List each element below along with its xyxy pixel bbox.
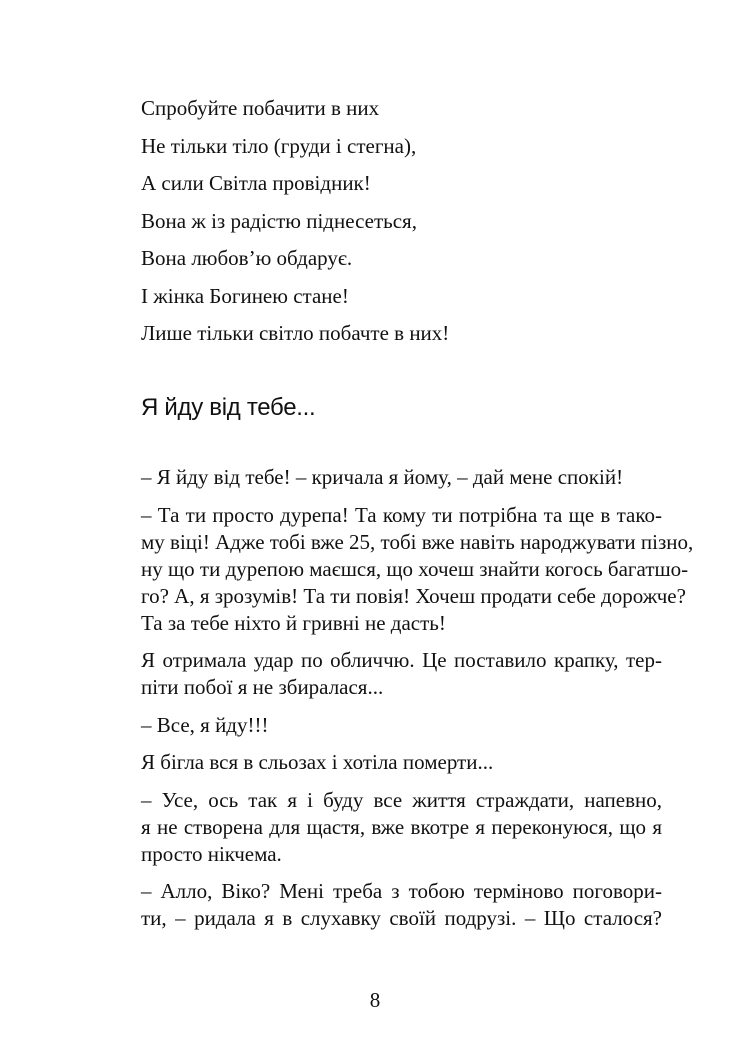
paragraph-line: – Усе, ось так я і буду все життя страждати, напевно,	[141, 787, 662, 812]
paragraph-7	[88, 878, 662, 932]
paragraph-line: Та за тебе ніхто й гривні не дасть!	[141, 610, 446, 635]
poem-stanza	[141, 90, 661, 353]
paragraph-line: – Все, я йду!!!	[141, 712, 269, 737]
paragraph-line: – Та ти просто дурепа! Та кому ти потрібна та ще в тако-	[141, 502, 662, 527]
paragraph-line: ти, – ридала я в слухавку своїй подрузі. – Що сталося?	[141, 906, 662, 930]
paragraph-3	[88, 647, 662, 701]
poem-line-6: І жінка Богинею стане!	[141, 283, 349, 308]
poem-line-4: Вона ж із радістю піднесеться,	[141, 208, 417, 233]
poem-line-3: А сили Світла провідник!	[141, 171, 371, 195]
paragraph-line: го? А, я зрозумів! Та ти повія! Хочеш продати себе дорожче?	[141, 583, 686, 608]
page-number: 8	[369, 988, 381, 1012]
section-heading: Я йду від тебе...	[141, 394, 316, 421]
paragraph-1	[88, 464, 662, 491]
paragraph-line: я не створена для щастя, вже вкотре я переконуюся, що я	[141, 814, 662, 839]
paragraph-line: – Я йду від тебе! – кричала я йому, – дай мене спокій!	[141, 465, 624, 489]
paragraph-line: Я бігла вся в сльозах і хотіла померти...	[141, 750, 494, 774]
paragraph-line: піти побої я не збиралася...	[141, 675, 384, 699]
paragraph-line: просто нікчема.	[141, 841, 282, 866]
paragraph-6	[88, 787, 662, 868]
poem-line-5: Вона любов’ю обдарує.	[141, 246, 353, 270]
paragraph-line: ну що ти дурепою маєшся, що хочеш знайти когось багатшо-	[141, 556, 689, 581]
paragraph-line: Я отримала удар по обличчю. Це поставило крапку, тер-	[141, 648, 662, 672]
poem-line-7: Лише тільки світло побачте в них!	[141, 321, 450, 345]
paragraph-line: – Алло, Віко? Мені треба з тобою терміново поговори-	[141, 879, 662, 903]
story-text	[88, 464, 694, 943]
paragraph-2	[88, 502, 694, 637]
poem-line-1: Спробуйте побачити в них	[141, 96, 380, 120]
paragraph-4	[88, 712, 662, 739]
poem-line-2: Не тільки тіло (груди і стегна),	[141, 133, 417, 158]
paragraph-line: му віці! Адже тобі вже 25, тобі вже навіть народжувати пізно,	[141, 529, 694, 554]
paragraph-5	[88, 749, 662, 776]
